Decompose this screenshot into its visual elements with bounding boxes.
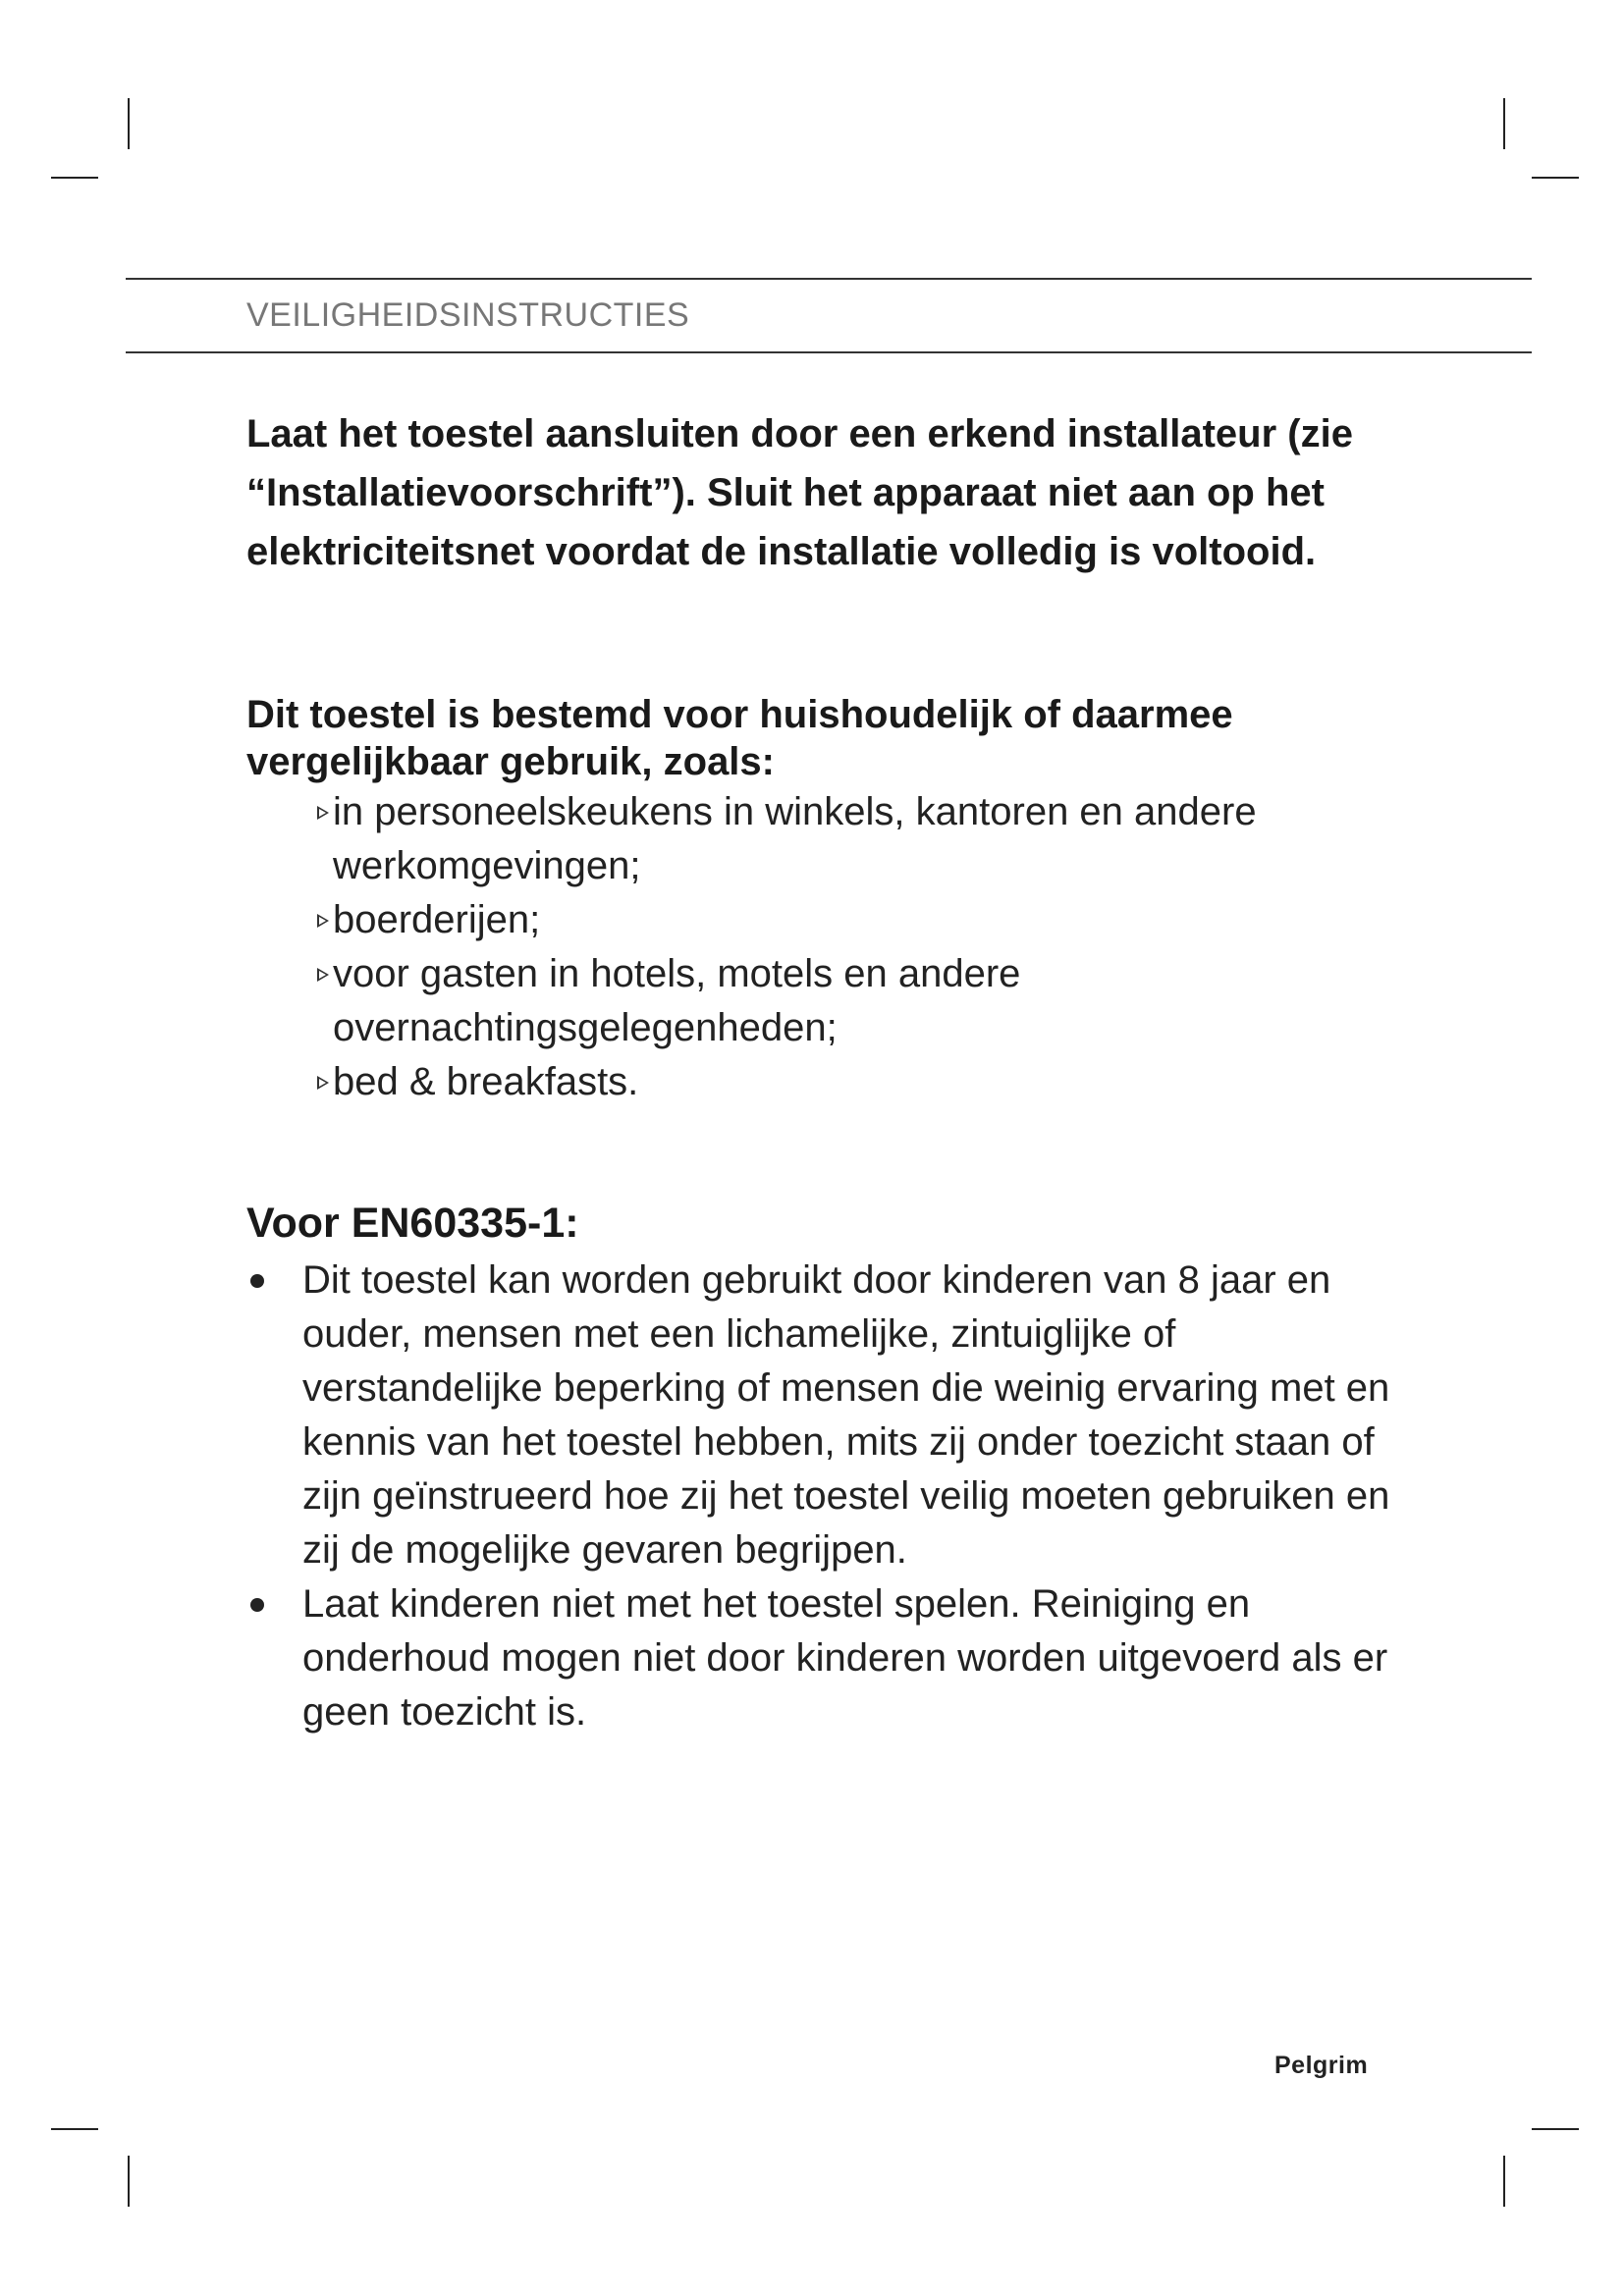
list-item-text: Laat kinderen niet met het toestel spelen. Reiniging en onderhoud mogen niet door kinderen worden uitgevoerd als er geen toezicht is. bbox=[302, 1582, 1388, 1734]
list-item-text: bed & breakfasts. bbox=[333, 1060, 639, 1103]
brand-logo: Pelgrim bbox=[1274, 2052, 1369, 2079]
crop-mark-top-right-vertical bbox=[1503, 98, 1505, 149]
section-title: VEILIGHEIDSINSTRUCTIES bbox=[246, 296, 690, 334]
list-item-text: in personeelskeukens in winkels, kantoren en andere werkomgevingen; bbox=[333, 790, 1257, 887]
header-rule-bottom bbox=[126, 351, 1532, 353]
standard-heading: Voor EN60335-1: bbox=[246, 1200, 579, 1247]
list-item-text: boerderijen; bbox=[333, 898, 541, 941]
standard-list bbox=[246, 1254, 1405, 1739]
crop-mark-top-left-vertical bbox=[128, 98, 130, 149]
list-item bbox=[246, 893, 1360, 947]
list-item bbox=[246, 1577, 1405, 1739]
triangle-right-icon bbox=[317, 914, 329, 928]
list-item-text: Dit toestel kan worden gebruikt door kinderen van 8 jaar en ouder, mensen met een lichamelijke, zintuiglijke of verstandelijke beperking of mensen die weinig ervaring met en kennis van het toestel hebben, mits zij onder toezicht staan of zijn geïnstrueerd hoe zij het toestel veilig moeten gebruiken en zij de mogelijke gevaren begrijpen. bbox=[302, 1258, 1390, 1572]
crop-mark-bottom-left-vertical bbox=[128, 2156, 130, 2207]
installation-warning: Laat het toestel aansluiten door een erkend installateur (zie “Installatievoorschrift”). Sluit het apparaat niet aan op het elektriciteitsnet voordat de installatie volledig is voltooid. bbox=[246, 412, 1353, 573]
usage-list bbox=[246, 785, 1360, 1109]
list-item bbox=[246, 947, 1360, 1055]
crop-mark-bottom-right-horizontal bbox=[1532, 2128, 1579, 2130]
crop-mark-bottom-left-horizontal bbox=[51, 2128, 98, 2130]
bullet-dot-icon bbox=[250, 1274, 264, 1288]
crop-mark-bottom-right-vertical bbox=[1503, 2156, 1505, 2207]
crop-mark-top-right-horizontal bbox=[1532, 177, 1579, 179]
bullet-dot-icon bbox=[250, 1598, 264, 1612]
triangle-right-icon bbox=[317, 968, 329, 982]
list-item bbox=[246, 1055, 1360, 1109]
list-item-text: voor gasten in hotels, motels en andere overnachtingsgelegenheden; bbox=[333, 952, 1021, 1049]
triangle-right-icon bbox=[317, 806, 329, 820]
crop-mark-top-left-horizontal bbox=[51, 177, 98, 179]
usage-heading: Dit toestel is bestemd voor huishoudelijk of daarmee vergelijkbaar gebruik, zoals: bbox=[246, 693, 1233, 783]
header-rule-top bbox=[126, 278, 1532, 280]
list-item bbox=[246, 1254, 1405, 1577]
triangle-right-icon bbox=[317, 1076, 329, 1090]
list-item bbox=[246, 785, 1360, 893]
